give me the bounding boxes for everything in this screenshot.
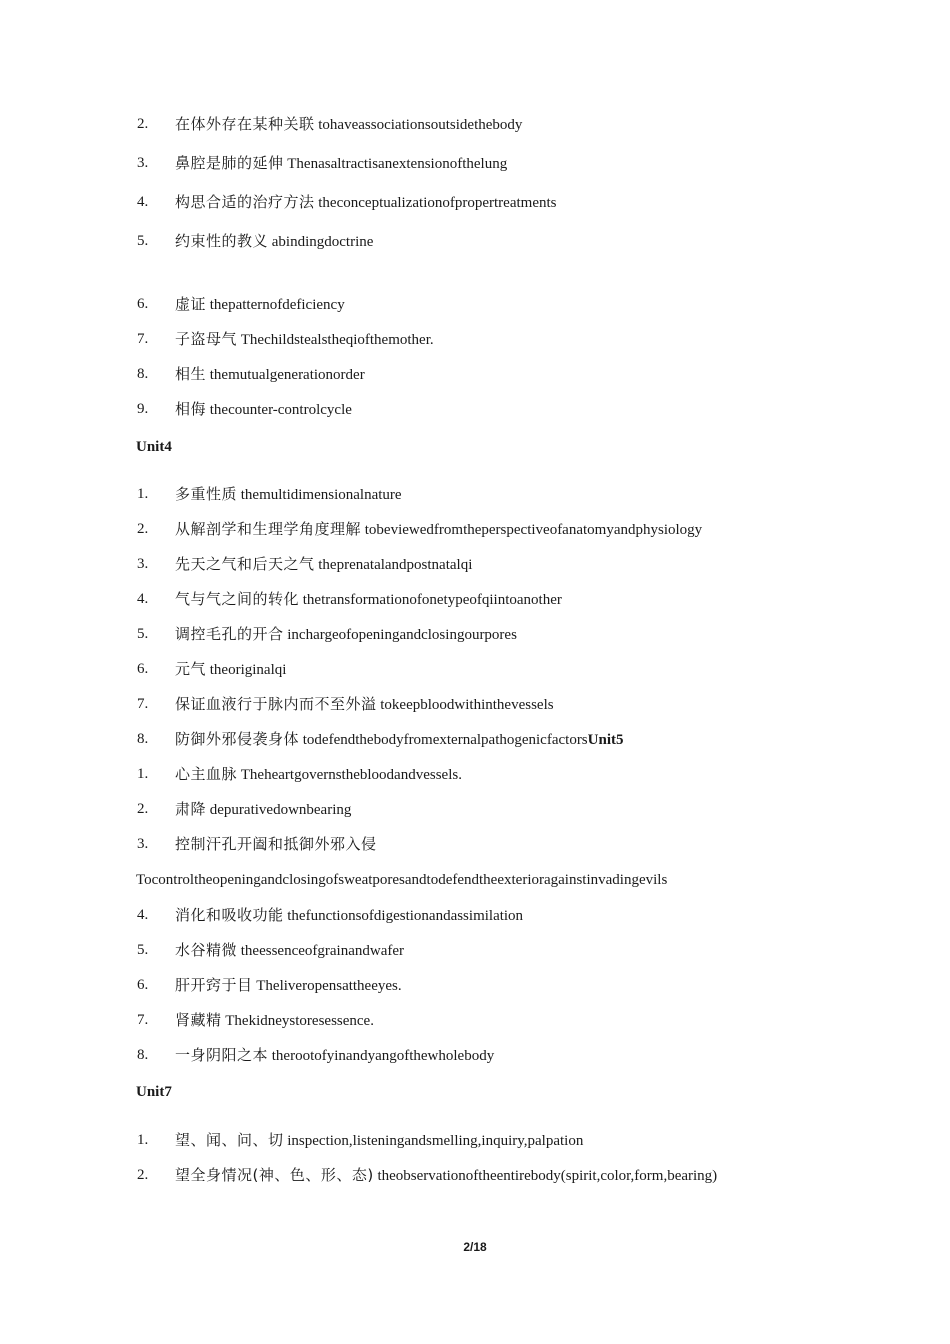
item-text: [175, 519, 702, 540]
item-text: [175, 1130, 583, 1151]
chinese-term: 一身阴阳之本: [175, 1046, 269, 1064]
english-translation: depurativedownbearing: [209, 802, 352, 818]
item-text: [175, 294, 345, 315]
item-number: 4.: [137, 907, 149, 923]
unit-heading-inline: Unit5: [587, 732, 624, 748]
item-number: 6.: [137, 661, 149, 677]
english-translation: thefunctionsofdigestionandassimilation: [287, 908, 524, 924]
chinese-term: 保证血液行于脉内而不至外溢: [175, 695, 377, 713]
english-translation: thecounter-controlcycle: [209, 402, 352, 418]
chinese-term: 鼻腔是肺的延伸: [175, 154, 284, 172]
chinese-term: 调控毛孔的开合: [175, 625, 284, 643]
item-text: [175, 1010, 374, 1031]
english-translation: thepatternofdeficiency: [209, 297, 345, 313]
item-text: [175, 399, 352, 420]
item-number: 1.: [137, 766, 149, 782]
item-text: [175, 1165, 717, 1186]
item-text: [175, 905, 523, 926]
chinese-term: 先天之气和后天之气: [175, 555, 315, 573]
item-number: 1.: [137, 1132, 149, 1148]
item-text: [175, 799, 351, 820]
english-translation: abindingdoctrine: [271, 234, 374, 250]
item-text: [175, 484, 402, 505]
english-translation: themultidimensionalnature: [240, 487, 402, 503]
chinese-term: 肝开窍于目: [175, 976, 253, 994]
item-number: 2.: [137, 116, 149, 132]
item-number: 4.: [137, 194, 149, 210]
item-number: 5.: [137, 233, 149, 249]
english-translation: inspection,listeningandsmelling,inquiry,palpation: [287, 1133, 584, 1149]
chinese-term: 从解剖学和生理学角度理解: [175, 520, 362, 538]
english-translation: thetransformationofonetypeofqiintoanother: [302, 592, 562, 608]
item-number: 3.: [137, 556, 149, 572]
chinese-term: 相生: [175, 365, 207, 383]
item-number: 2.: [137, 1167, 149, 1183]
english-translation: theessenceofgrainandwafer: [240, 943, 405, 959]
item-number: 6.: [137, 977, 149, 993]
item-text: [175, 554, 472, 575]
chinese-term: 元气: [175, 660, 207, 678]
english-translation: theconceptualizationofpropertreatments: [318, 195, 557, 211]
chinese-term: 防御外邪侵袭身体: [175, 730, 300, 748]
chinese-term: 构思合适的治疗方法: [175, 193, 315, 211]
item-number: 5.: [137, 626, 149, 642]
english-translation: themutualgenerationorder: [209, 367, 365, 383]
item-text: [175, 231, 373, 252]
chinese-term: 约束性的教义: [175, 232, 269, 250]
item-text: [175, 192, 557, 213]
english-translation: therootofyinandyangofthewholebody: [271, 1048, 495, 1064]
unit-heading: Unit4: [136, 439, 172, 455]
item-number: 6.: [137, 296, 149, 312]
english-translation: Theliveropensattheeyes.: [256, 978, 402, 994]
item-number: 2.: [137, 801, 149, 817]
item-number: 2.: [137, 521, 149, 537]
item-text: [175, 940, 404, 961]
item-number: 8.: [137, 1047, 149, 1063]
item-text: [175, 329, 434, 350]
english-translation: todefendthebodyfromexternalpathogenicfactors: [302, 732, 588, 748]
english-translation: Thechildstealstheqiofthemother.: [240, 332, 434, 348]
item-text: [175, 364, 365, 385]
english-translation: inchargeofopeningandclosingourpores: [287, 627, 517, 643]
chinese-term: 相侮: [175, 400, 207, 418]
item-number: 1.: [137, 486, 149, 502]
item-text: [175, 589, 562, 610]
chinese-term: 虚证: [175, 295, 207, 313]
chinese-term: 心主血脉: [175, 765, 238, 783]
wrapped-translation-line: Tocontroltheopeningandclosingofsweatporesandtodefendtheexterioragainstinvadingevils: [136, 872, 668, 888]
item-text: [175, 153, 507, 174]
item-text: [175, 624, 517, 645]
item-number: 7.: [137, 331, 149, 347]
english-translation: theoriginalqi: [209, 662, 287, 678]
chinese-term: 肃降: [175, 800, 207, 818]
chinese-term: 控制汗孔开阖和抵御外邪入侵: [175, 835, 377, 853]
item-number: 8.: [137, 731, 149, 747]
english-translation: Thenasaltractisanextensionofthelung: [287, 156, 508, 172]
chinese-term: 在体外存在某种关联: [175, 115, 315, 133]
item-number: 7.: [137, 1012, 149, 1028]
english-translation: Theheartgovernsthebloodandvessels.: [240, 767, 462, 783]
item-text: [175, 975, 402, 996]
item-text: [175, 764, 462, 785]
chinese-term: 气与气之间的转化: [175, 590, 300, 608]
chinese-term: 消化和吸收功能: [175, 906, 284, 924]
item-number: 7.: [137, 696, 149, 712]
english-translation: tohaveassociationsoutsidethebody: [318, 117, 523, 133]
chinese-term: 子盗母气: [175, 330, 238, 348]
chinese-term: 多重性质: [175, 485, 238, 503]
item-number: 3.: [137, 836, 149, 852]
chinese-term: 望、闻、问、切: [175, 1131, 284, 1149]
chinese-term: 肾藏精: [175, 1011, 222, 1029]
item-text: [175, 729, 624, 750]
chinese-term: 水谷精微: [175, 941, 238, 959]
item-number: 8.: [137, 366, 149, 382]
english-translation: Thekidneystoresessence.: [225, 1013, 374, 1029]
chinese-term: 望全身情况(神、色、形、态): [175, 1166, 374, 1184]
english-translation: tokeepbloodwithinthevessels: [380, 697, 554, 713]
item-number: 5.: [137, 942, 149, 958]
english-translation: theprenatalandpostnatalqi: [318, 557, 473, 573]
item-number: 4.: [137, 591, 149, 607]
item-text: [175, 1045, 494, 1066]
unit-heading: Unit7: [136, 1084, 172, 1100]
english-translation: tobeviewedfromtheperspectiveofanatomyandphysiology: [364, 522, 703, 538]
item-text: [175, 694, 554, 715]
item-text: [175, 114, 522, 135]
english-translation: theobservationoftheentirebody(spirit,color,form,bearing): [377, 1168, 718, 1184]
item-text: [175, 659, 286, 680]
item-text: [175, 834, 377, 855]
item-number: 3.: [137, 155, 149, 171]
page-number: 2/18: [463, 1240, 487, 1254]
item-number: 9.: [137, 401, 149, 417]
